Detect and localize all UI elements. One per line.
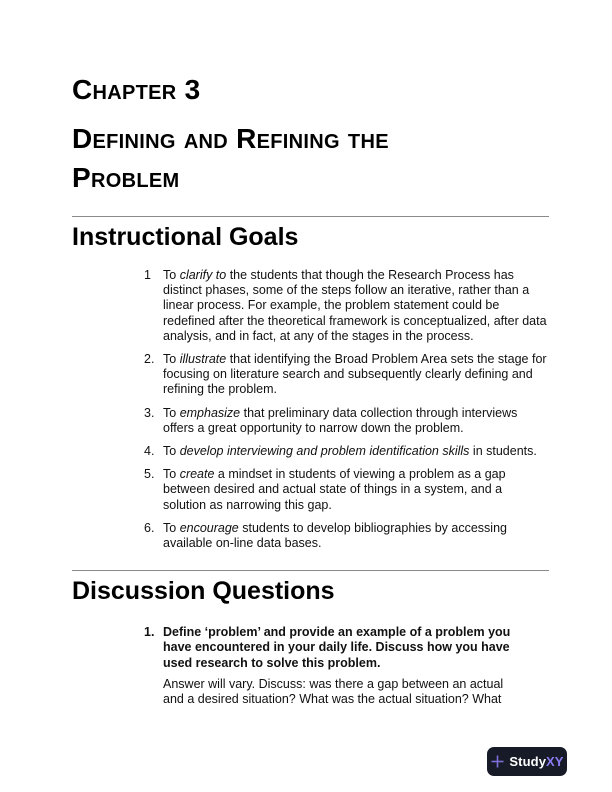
logo-text-primary: Study bbox=[509, 754, 547, 769]
answer-text: Answer will vary. Discuss: was there a gap between an actual and a desired situation? What was the actual situation? What bbox=[163, 676, 504, 707]
plus-icon bbox=[490, 754, 505, 769]
discussion-heading: Discussion Questions bbox=[72, 577, 335, 606]
list-item-number: 1 bbox=[144, 268, 151, 282]
chapter-title: Defining and Refining the Problem bbox=[72, 123, 389, 193]
question-number: 1. bbox=[144, 625, 155, 640]
goal-list-item bbox=[144, 444, 552, 459]
list-item-text: To create a mindset in students of viewing a problem as a gap between desired and actual state of things in a system, and a solution as narrowing this gap. bbox=[163, 467, 506, 512]
list-item-text: To develop interviewing and problem identification skills in students. bbox=[163, 444, 537, 459]
list-item-text: To illustrate that identifying the Broad Problem Area sets the stage for focusing on literature search and subsequently clearly defining and refining the problem. bbox=[163, 352, 547, 397]
section-divider bbox=[72, 570, 549, 571]
list-item-text: To emphasize that preliminary data collection through interviews offers a great opportunity to narrow down the problem. bbox=[163, 405, 518, 435]
list-item-number: 6. bbox=[144, 520, 155, 535]
goals-heading: Instructional Goals bbox=[72, 223, 299, 251]
list-item-number: 4. bbox=[144, 444, 155, 459]
list-item-number: 5. bbox=[144, 467, 155, 482]
list-item-text: To encourage students to develop bibliographies by accessing available on-line data bases. bbox=[163, 520, 507, 551]
discussion-question-item bbox=[144, 625, 552, 707]
list-item-text: To clarify to the students that though the Research Process has distinct phases, some of the steps follow an iterative, rather than a linear process. For example, the problem statement could be redefined after the theoretical framework is conceptualized, after data analysis, and in fact, at any of the stages in the process. bbox=[163, 268, 547, 343]
list-item-number: 2. bbox=[144, 352, 155, 367]
goal-list-item bbox=[144, 268, 552, 344]
list-item-number: 3. bbox=[144, 405, 155, 420]
goal-list-item bbox=[144, 352, 552, 398]
goal-list-item bbox=[144, 521, 552, 551]
studyxy-logo bbox=[487, 747, 567, 776]
goals-list bbox=[72, 268, 552, 551]
question-text: Define ‘problem’ and provide an example of a problem you have encountered in your daily life. Discuss how you have used research to solve this problem. bbox=[163, 625, 511, 670]
goal-list-item bbox=[144, 467, 552, 513]
logo-text bbox=[509, 754, 563, 769]
section-divider bbox=[72, 216, 549, 217]
logo-text-accent: XY bbox=[546, 754, 564, 769]
goal-list-item bbox=[144, 406, 552, 436]
discussion-questions bbox=[72, 625, 552, 707]
chapter-heading: Chapter 3 bbox=[72, 74, 201, 105]
